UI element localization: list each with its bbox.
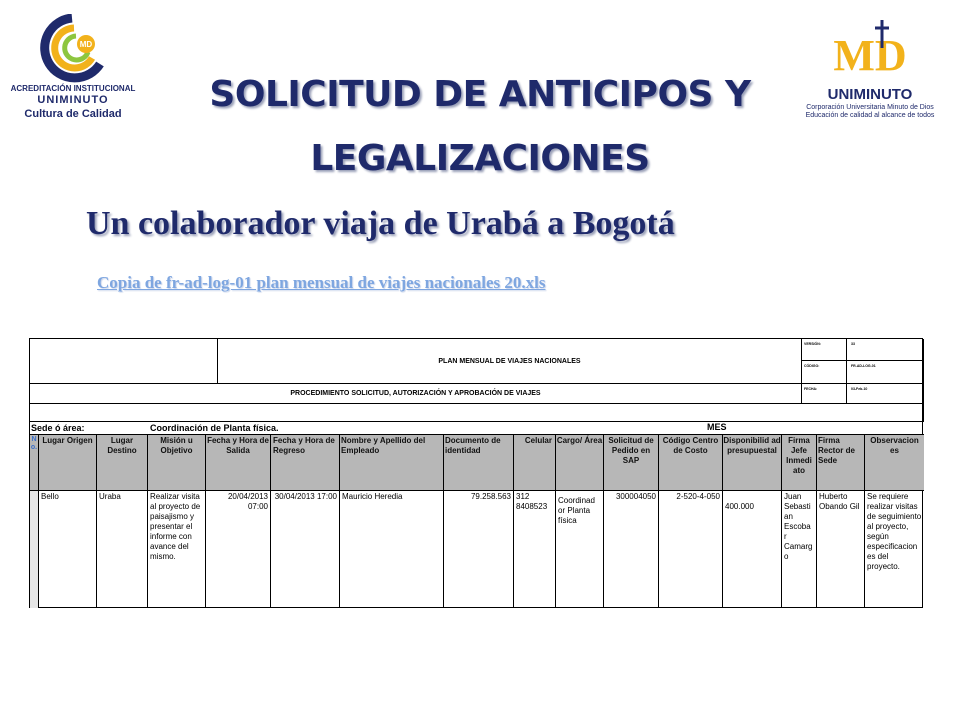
- meta-version-label: VERSIÓN:: [802, 339, 847, 361]
- logo-right-line1: UNIMINUTO: [827, 86, 913, 103]
- col-header-centro: Código Centro de Costo: [659, 435, 723, 491]
- sede-label: Sede ó área:: [31, 423, 85, 433]
- uniminuto-md-icon: [830, 18, 910, 84]
- meta-version-value: 33: [847, 339, 924, 361]
- col-header-no: N o.: [30, 435, 39, 491]
- col-header-disponibilidad: Disponibilid ad presupuestal: [723, 435, 782, 491]
- cell-regreso: 30/04/2013 17:00: [271, 491, 340, 608]
- cell-jefe: Juan Sebasti an Escoba r Camarg o: [782, 491, 817, 608]
- col-header-solicitud: Solicitud de Pedido en SAP: [604, 435, 659, 491]
- meta-code-value: FR-AD-LOG-01: [847, 361, 924, 384]
- col-header-jefe: Firma Jefe Inmedi ato: [782, 435, 817, 491]
- cell-cargo: Coordinad or Planta física: [556, 491, 604, 608]
- cell-origen: Bello: [39, 491, 97, 608]
- slide-title-line2: LEGALIZACIONES: [310, 138, 650, 179]
- col-header-salida: Fecha y Hora de Salida: [206, 435, 271, 491]
- cell-solicitud: 300004050: [604, 491, 659, 608]
- sede-row: [30, 422, 924, 435]
- cell-destino: Uraba: [97, 491, 148, 608]
- row-number-cell: [30, 491, 39, 608]
- cell-centro: 2-520-4-050: [659, 491, 723, 608]
- col-header-documento: Documento de identidad: [444, 435, 514, 491]
- mes-label: MES: [707, 422, 727, 432]
- meta-code-label: CÓDIGO:: [802, 361, 847, 384]
- cell-observaciones: Se requiere realizar visitas de seguimiento al proyecto, según especificacion es del proyecto.: [867, 492, 922, 571]
- travel-plan-sheet: [29, 338, 923, 608]
- col-header-rector: Firma Rector de Sede: [817, 435, 865, 491]
- blank-row: [30, 404, 924, 422]
- col-header-cargo: Cargo/ Área: [556, 435, 604, 491]
- col-header-observaciones: Observacion es: [865, 435, 924, 491]
- cell-salida: 20/04/2013 07:00: [206, 491, 271, 608]
- cell-disponibilidad: 400.000: [723, 491, 782, 608]
- col-header-mision: Misión u Objetivo: [148, 435, 206, 491]
- cell-documento: 79.258.563: [444, 491, 514, 608]
- col-header-destino: Lugar Destino: [97, 435, 148, 491]
- logo-left-line3: Cultura de Calidad: [24, 108, 122, 120]
- acreditacion-logo: [8, 14, 138, 122]
- uniminuto-logo: [800, 18, 940, 122]
- slide-title-line1: SOLICITUD DE ANTICIPOS Y: [209, 74, 751, 115]
- sheet-logo-cell: [30, 339, 218, 384]
- slide-subtitle: Un colaborador viaja de Urabá a Bogotá: [86, 205, 675, 242]
- sede-value: Coordinación de Planta física.: [150, 423, 279, 433]
- col-header-nombre: Nombre y Apellido del Empleado: [340, 435, 444, 491]
- logo-left-line2: UNIMINUTO: [37, 94, 109, 106]
- logo-left-line1: ACREDITACIÓN INSTITUCIONAL: [10, 84, 136, 93]
- cell-nombre: Mauricio Heredia: [340, 491, 444, 608]
- col-header-regreso: Fecha y Hora de Regreso: [271, 435, 340, 491]
- plan-title: PLAN MENSUAL DE VIAJES NACIONALES: [218, 339, 802, 384]
- logo-right-line3: Educación de calidad al alcance de todos: [805, 112, 935, 119]
- svg-text:MD: MD: [79, 40, 93, 49]
- col-header-celular: Celular: [514, 435, 556, 491]
- cell-celular: 312 8408523: [514, 491, 556, 608]
- procedure-title: PROCEDIMIENTO SOLICITUD, AUTORIZACIÓN Y APROBACIÓN DE VIAJES: [30, 384, 802, 404]
- col-header-origen: Lugar Origen: [39, 435, 97, 491]
- acreditacion-emblem-icon: [30, 14, 114, 84]
- spreadsheet-file-link[interactable]: Copia de fr-ad-log-01 plan mensual de viajes nacionales 20.xls: [97, 273, 546, 292]
- cell-rector: Huberto Obando Gil: [817, 491, 865, 608]
- meta-date-value: 03-Feb-10: [847, 384, 924, 404]
- meta-date-label: FECHA:: [802, 384, 847, 404]
- logo-right-line2: Corporación Universitaria Minuto de Dios: [806, 104, 934, 111]
- svg-text:MD: MD: [833, 31, 907, 80]
- cell-mision: Realizar visita al proyecto de paisajismo y presentar el informe con avance del mismo.: [148, 491, 206, 608]
